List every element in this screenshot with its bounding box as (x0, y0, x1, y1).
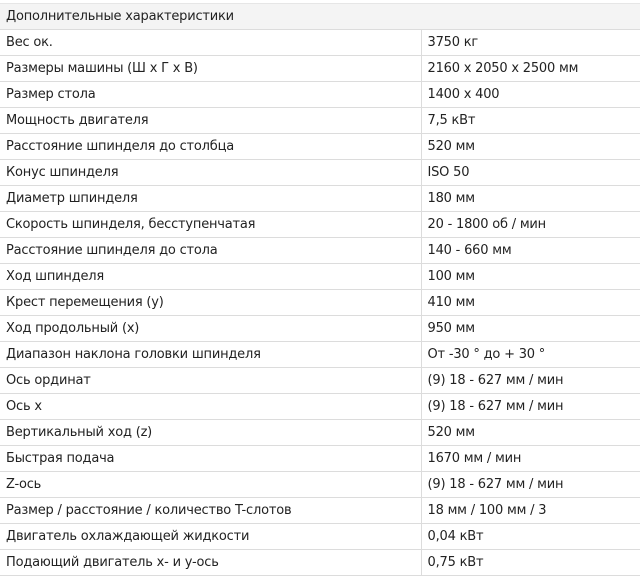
specs-table-body (0, 30, 640, 576)
spec-value: 18 мм / 100 мм / 3 (421, 498, 640, 524)
spec-label: Ход продольный (x) (0, 316, 421, 342)
spec-label: Двигатель охлаждающей жидкости (0, 524, 421, 550)
table-row (0, 446, 640, 472)
spec-value: 410 мм (421, 290, 640, 316)
spec-label: Скорость шпинделя, бесступенчатая (0, 212, 421, 238)
spec-value: 1400 x 400 (421, 82, 640, 108)
spec-label: Диапазон наклона головки шпинделя (0, 342, 421, 368)
spec-label: Расстояние шпинделя до стола (0, 238, 421, 264)
spec-value: 1670 мм / мин (421, 446, 640, 472)
spec-label: Ось x (0, 394, 421, 420)
spec-value: 2160 x 2050 x 2500 мм (421, 56, 640, 82)
spec-value: 100 мм (421, 264, 640, 290)
spec-value: 0,75 кВт (421, 550, 640, 576)
spec-label: Подающий двигатель x- и y-ось (0, 550, 421, 576)
spec-value: От -30 ° до + 30 ° (421, 342, 640, 368)
table-row (0, 238, 640, 264)
table-row (0, 212, 640, 238)
table-row (0, 160, 640, 186)
spec-label: Быстрая подача (0, 446, 421, 472)
spec-value: ISO 50 (421, 160, 640, 186)
spec-label: Размеры машины (Ш x Г x В) (0, 56, 421, 82)
table-row (0, 186, 640, 212)
spec-value: 3750 кг (421, 30, 640, 56)
spec-value: 7,5 кВт (421, 108, 640, 134)
table-row (0, 56, 640, 82)
table-row (0, 498, 640, 524)
table-row (0, 368, 640, 394)
spec-label: Конус шпинделя (0, 160, 421, 186)
specs-table-head (0, 4, 640, 30)
spec-value: 140 - 660 мм (421, 238, 640, 264)
spec-label: Размер стола (0, 82, 421, 108)
spec-label: Вертикальный ход (z) (0, 420, 421, 446)
table-row (0, 134, 640, 160)
spec-label: Вес ок. (0, 30, 421, 56)
spec-label: Диаметр шпинделя (0, 186, 421, 212)
spec-label: Ход шпинделя (0, 264, 421, 290)
spec-label: Ось ординат (0, 368, 421, 394)
spec-value: (9) 18 - 627 мм / мин (421, 472, 640, 498)
spec-label: Расстояние шпинделя до столбца (0, 134, 421, 160)
table-row (0, 342, 640, 368)
table-row (0, 316, 640, 342)
table-row (0, 420, 640, 446)
spec-value: 520 мм (421, 420, 640, 446)
spec-value: 20 - 1800 об / мин (421, 212, 640, 238)
spec-value: 180 мм (421, 186, 640, 212)
spec-label: Крест перемещения (y) (0, 290, 421, 316)
header-row (0, 4, 640, 30)
table-header: Дополнительные характеристики (0, 4, 640, 30)
spec-label: Z-ось (0, 472, 421, 498)
table-row (0, 394, 640, 420)
table-row (0, 290, 640, 316)
table-row (0, 472, 640, 498)
table-row (0, 82, 640, 108)
spec-label: Мощность двигателя (0, 108, 421, 134)
specs-table (0, 3, 640, 576)
table-row (0, 30, 640, 56)
table-row (0, 264, 640, 290)
spec-value: 0,04 кВт (421, 524, 640, 550)
spec-value: (9) 18 - 627 мм / мин (421, 368, 640, 394)
spec-value: (9) 18 - 627 мм / мин (421, 394, 640, 420)
table-row (0, 524, 640, 550)
spec-value: 950 мм (421, 316, 640, 342)
spec-label: Размер / расстояние / количество T-слотов (0, 498, 421, 524)
spec-value: 520 мм (421, 134, 640, 160)
table-row (0, 108, 640, 134)
